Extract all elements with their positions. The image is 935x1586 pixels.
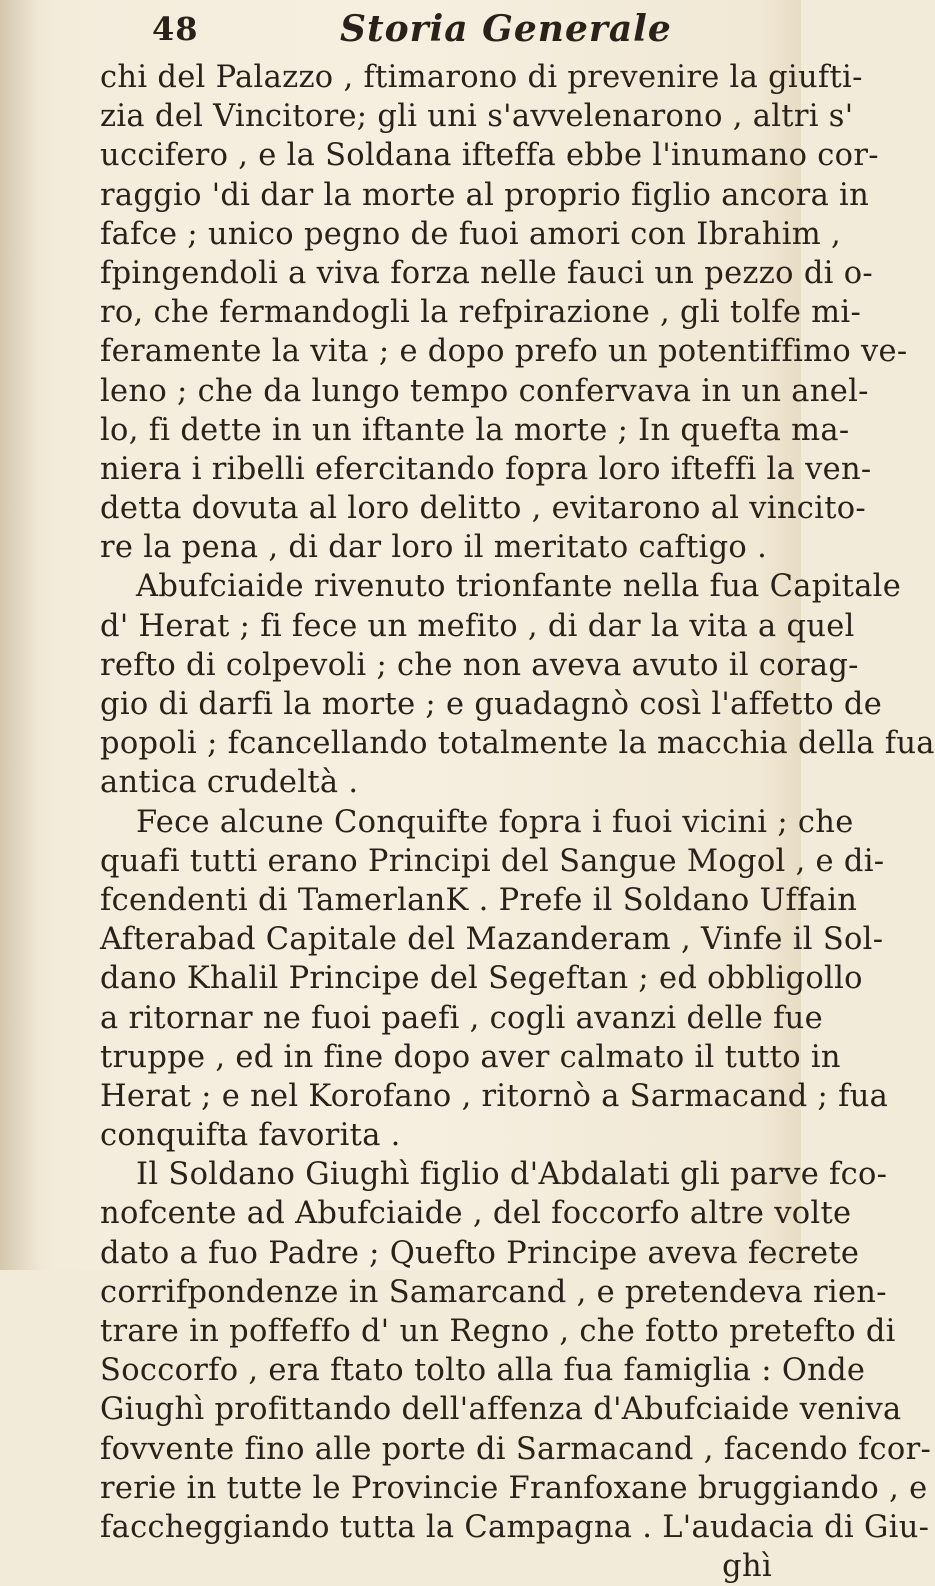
running-head: Storia Generale: [340, 8, 672, 50]
text-line: fpingendoli a viva forza nelle fauci un pezzo di o-: [100, 255, 873, 291]
text-line: truppe , ed in fine dopo aver calmato il tutto in: [100, 1039, 841, 1075]
text-line: fafce ; unico pegno de fuoi amori con Ibrahim ,: [100, 216, 841, 252]
text-line: dano Khalil Principe del Segeftan ; ed obbligollo: [100, 961, 863, 997]
paragraph-start-line: Fece alcune Conquifte fopra i fuoi vicini ; che: [136, 804, 854, 840]
page-header: [0, 6, 801, 56]
text-line: re la pena , di dar loro il meritato caftigo .: [100, 530, 768, 566]
text-line: faccheggiando tutta la Campagna . L'audacia di Giu-: [100, 1509, 930, 1545]
text-line: lo, fi dette in un iftante la morte ; In quefta ma-: [100, 412, 850, 448]
text-line: ro, che fermandogli la refpirazione , gli tolfe mi-: [100, 295, 862, 331]
paragraph-start-line: Abufciaide rivenuto trionfante nella fua Capitale: [136, 569, 902, 605]
body-text: [100, 58, 935, 1586]
text-line: d' Herat ; fi fece un mefito , di dar la vita a quel: [100, 608, 855, 644]
text-line: conquifta favorita .: [100, 1118, 401, 1154]
catchword: ghì: [722, 1549, 772, 1585]
text-line: Giughì profittando dell'affenza d'Abufciaide veniva: [100, 1392, 902, 1428]
text-line: Herat ; e nel Korofano , ritornò a Sarmacand ; fua: [100, 1078, 889, 1114]
text-line: fcendenti di TamerlanK . Prefe il Soldano Uffain: [100, 882, 858, 918]
text-line: gio di darfi la morte ; e guadagnò così l'affetto de: [100, 687, 883, 722]
text-line: Soccorfo , era ftato tolto alla fua famiglia : Onde: [100, 1353, 866, 1389]
text-line: uccifero , e la Soldana ifteffa ebbe l'inumano cor-: [100, 138, 879, 174]
text-line: antica crudeltà .: [100, 765, 359, 801]
text-line: popoli ; fcancellando totalmente la macchia della fua: [100, 726, 935, 762]
text-line: zia del Vincitore; gli uni s'avvelenarono , altri s': [100, 99, 854, 135]
text-line: quafi tutti erano Principi del Sangue Mogol , e di-: [100, 843, 885, 879]
text-line: raggio 'di dar la morte al proprio figlio ancora in: [100, 177, 870, 213]
text-line: chi del Palazzo , ftimarono di prevenire la giufti-: [100, 60, 863, 95]
paragraph-start-line: Il Soldano Giughì figlio d'Abdalati gli parve fco-: [136, 1157, 888, 1193]
text-line: refto di colpevoli ; che non aveva avuto il corag-: [100, 647, 859, 683]
text-line: fovvente fino alle porte di Sarmacand , facendo fcor-: [100, 1431, 932, 1467]
text-line: trare in poffeffo d' un Regno , che fotto pretefto di: [100, 1314, 896, 1349]
text-line: corrifpondenze in Samarcand , e pretendeva rien-: [100, 1274, 887, 1310]
text-line: rerie in tutte le Provincie Franfoxane bruggiando , e: [100, 1470, 928, 1506]
text-line: niera i ribelli efercitando fopra loro ifteffi la ven-: [100, 451, 872, 487]
text-line: a ritornar ne fuoi paefi , cogli avanzi delle fue: [100, 1000, 823, 1036]
text-line: leno ; che da lungo tempo confervava in un anel-: [100, 373, 869, 409]
text-line: Afterabad Capitale del Mazanderam , Vinfe il Sol-: [100, 922, 884, 958]
page-number: 48: [152, 10, 199, 48]
text-line: dato a fuo Padre ; Quefto Principe aveva fecrete: [100, 1235, 860, 1271]
text-line: detta dovuta al loro delitto , evitarono al vincito-: [100, 491, 867, 527]
page-gutter-shadow: [0, 0, 40, 1270]
text-line: nofcente ad Abufciaide , del foccorfo altre volte: [100, 1196, 852, 1232]
text-line: feramente la vita ; e dopo prefo un potentiffimo ve-: [100, 334, 908, 370]
